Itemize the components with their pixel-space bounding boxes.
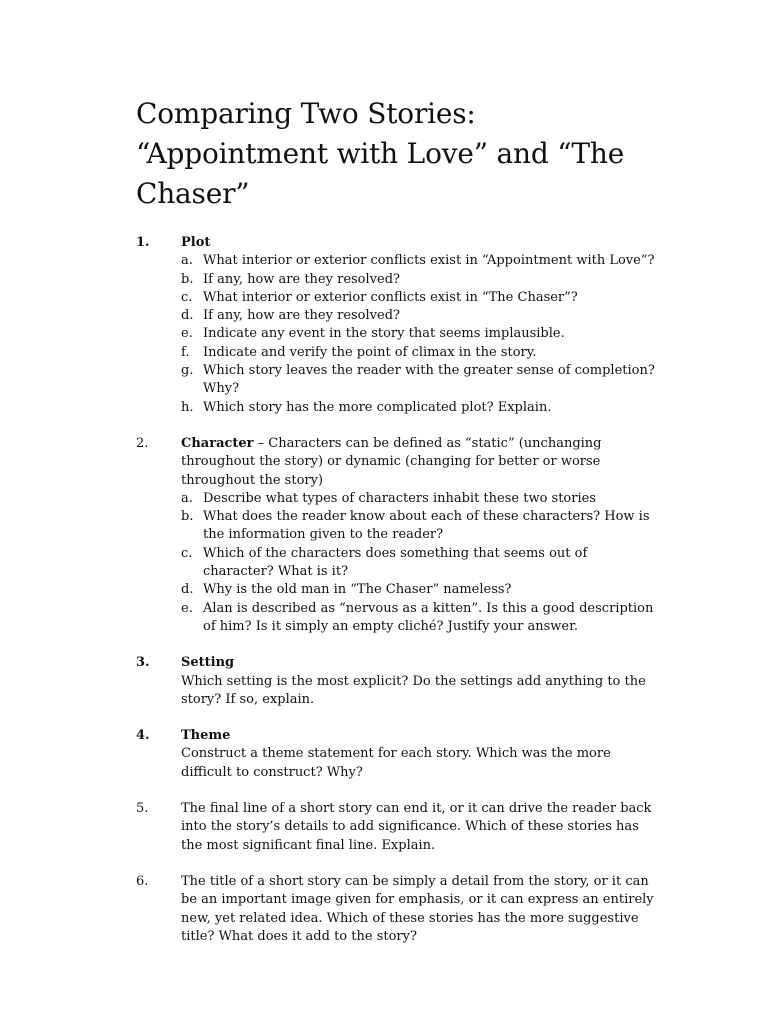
section-theme xyxy=(136,727,658,782)
item-letter: c. xyxy=(181,545,193,561)
section-text: The final line of a short story can end it, or it can drive the reader back into the story’s details to add significance. Which of these stories has the most significant final line. Explain. xyxy=(181,801,652,853)
plot-question-list xyxy=(181,252,658,417)
item-letter: b. xyxy=(181,271,194,287)
section-character xyxy=(136,435,658,636)
item-letter: f. xyxy=(181,344,190,360)
section-heading: Plot xyxy=(181,235,211,250)
list-item xyxy=(181,508,658,545)
section-intro xyxy=(181,435,658,490)
item-letter: a. xyxy=(181,490,193,506)
item-letter: a. xyxy=(181,253,193,269)
item-letter: h. xyxy=(181,399,194,415)
item-text: Describe what types of characters inhabit these two stories xyxy=(203,490,596,506)
list-item xyxy=(181,344,658,362)
list-item xyxy=(181,289,658,307)
item-letter: e. xyxy=(181,600,193,616)
list-item xyxy=(181,600,658,637)
item-letter: b. xyxy=(181,509,194,525)
list-item xyxy=(181,399,658,417)
character-question-list xyxy=(181,490,658,636)
item-letter: e. xyxy=(181,326,193,342)
item-letter: d. xyxy=(181,582,194,598)
list-item xyxy=(181,490,658,508)
section-number: 1. xyxy=(136,235,150,250)
item-text: Which story leaves the reader with the greater sense of completion? Why? xyxy=(203,363,655,397)
item-text: Indicate any event in the story that seems implausible. xyxy=(203,326,565,342)
section-number: 3. xyxy=(136,655,150,671)
section-final-line xyxy=(136,800,658,855)
section-plot xyxy=(136,234,658,417)
item-text: Which story has the more complicated plot? Explain. xyxy=(203,399,552,415)
item-text: Alan is described as “nervous as a kitten”. Is this a good description of him? Is it simply an empty cliché? Justify your answer. xyxy=(203,600,654,634)
item-letter: d. xyxy=(181,308,194,324)
section-text: The title of a short story can be simply a detail from the story, or it can be an important image given for emphasis, or it can express an entirely new, yet related idea. Which of these stories has the more suggestive title? What does it add to the story? xyxy=(181,873,654,944)
item-text: What does the reader know about each of these characters? How is the information given to the reader? xyxy=(203,509,650,543)
section-title-question xyxy=(136,873,658,946)
page-title: Comparing Two Stories: “Appointment with Love” and “The Chaser” xyxy=(136,97,625,210)
section-heading: Character xyxy=(181,435,254,451)
section-intro-text: – Characters can be defined as “static” (unchanging throughout the story) or dynamic (changing for better or worse throughout the story) xyxy=(181,435,602,488)
item-text: Indicate and verify the point of climax in the story. xyxy=(203,344,537,360)
item-letter: g. xyxy=(181,363,194,379)
item-text: What interior or exterior conflicts exist in “Appointment with Love”? xyxy=(203,253,655,269)
list-item xyxy=(181,325,658,343)
list-item xyxy=(181,362,658,399)
list-item xyxy=(181,252,658,270)
item-text: Which of the characters does something that seems out of character? What is it? xyxy=(203,545,588,580)
section-heading: Setting xyxy=(181,655,235,671)
list-item xyxy=(181,581,658,599)
section-heading: Theme xyxy=(181,728,231,744)
section-text: Construct a theme statement for each story. Which was the more difficult to construct? Why? xyxy=(181,746,611,780)
list-item xyxy=(181,307,658,325)
item-text: If any, how are they resolved? xyxy=(203,308,400,324)
item-text: Why is the old man in “The Chaser” nameless? xyxy=(203,582,512,598)
item-text: What interior or exterior conflicts exist in “The Chaser”? xyxy=(203,289,578,305)
section-number: 4. xyxy=(136,728,150,744)
section-number: 5. xyxy=(136,801,149,817)
list-item xyxy=(181,545,658,582)
section-setting xyxy=(136,654,658,709)
item-letter: c. xyxy=(181,289,193,305)
item-text: If any, how are they resolved? xyxy=(203,271,400,287)
section-number: 2. xyxy=(136,435,149,451)
section-number: 6. xyxy=(136,873,149,889)
list-item xyxy=(181,271,658,289)
section-text: Which setting is the most explicit? Do the settings add anything to the story? If so, explain. xyxy=(181,673,646,707)
